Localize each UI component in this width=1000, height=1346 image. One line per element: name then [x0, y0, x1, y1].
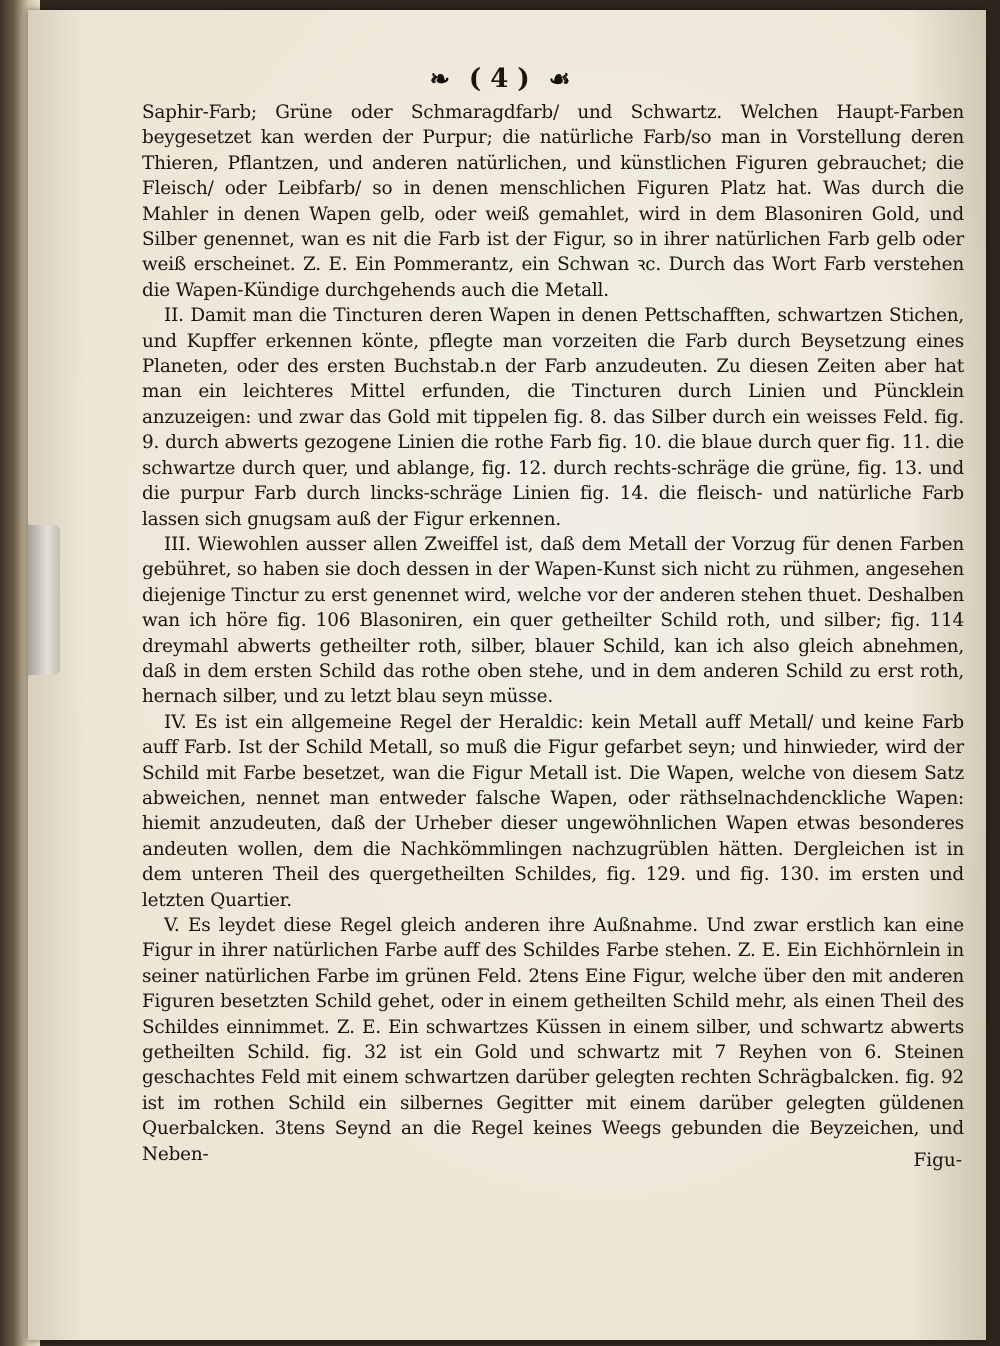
- page-number: ( 4 ): [468, 64, 530, 94]
- ornament-right-icon: ☙: [548, 64, 571, 93]
- paragraph-ii: II. Damit man die Tincturen deren Wapen in denen Pettschafften, schwartzen Stichen, und Kupffer erkennen könte, pflegte man vorzeiten die Farb durch Beysetzung eines Planeten, oder des ersten Buchstab.n der Farb anzudeuten. Zu diesen Zeiten aber hat man ein leichteres Mittel erfunden, die Tincturen durch Linien und Püncklein anzuzeigen: und zwar das Gold mit tippelen fig. 8. das Silber durch ein weisses Feld. fig. 9. durch abwerts gezogene Linien die rothe Farb fig. 10. die blaue durch quer fig. 11. die schwartze durch quer, und ablange, fig. 12. durch rechts-schräge die grüne, fig. 13. und die purpur Farb durch lincks-schräge Linien fig. 14. die fleisch- und natürliche Farb lassen sich gnugsam auß der Figur erkennen.: [142, 305, 964, 530]
- body-text: [142, 100, 964, 1167]
- page-header: [0, 64, 1000, 94]
- catchword: Figu-: [913, 1150, 962, 1171]
- paragraph-iv: IV. Es ist ein allgemeine Regel der Heraldic: kein Metall auff Metall/ und keine Farb auff Farb. Ist der Schild Metall, so muß die Figur gefarbet seyn; und hinwieder, wird der Schild mit Farbe besetzet, wan die Figur Metall ist. Die Wapen, welche von diesem Satz abweichen, nennet man entweder falsche Wapen, oder räthselnachdenckliche Wapen: hiemit anzudeuten, daß der Urheber dieser ungewöhnlichen Wapen etwas besonderes andeuten wollen, dem die Nachkömmlingen nachzugrüblen hätten. Dergleichen ist in dem unteren Theil des quergetheilten Schildes, fig. 129. und fig. 130. im ersten und letzten Quartier.: [142, 711, 964, 911]
- ornament-left-icon: ❧: [429, 64, 450, 93]
- paragraph-v: V. Es leydet diese Regel gleich anderen ihre Außnahme. Und zwar erstlich kan eine Figur in ihrer natürlichen Farbe auff des Schildes Farbe stehen. Z. E. Ein Eichhörnlein in seiner natürlichen Farbe im grünen Feld. 2tens Eine Figur, welche über den mit anderen Figuren besetzten Schild gehet, oder in einem getheilten Schild mehr, als einen Theil des Schildes einnimmet. Z. E. Ein schwartzes Küssen in einem silber, und schwartz abwerts getheilten Schild. fig. 32 ist ein Gold und schwartz mit 7 Reyhen von 6. Steinen geschachtes Feld mit einem schwartzen darüber gelegten rechten Schrägbalcken. fig. 92 ist im rothen Schild ein silbernes Gegitter mit einem darüber gelegten güldenen Querbalcken. 3tens Seynd an die Regel keines Weegs gebunden die Beyzeichen, und Neben-: [142, 915, 964, 1165]
- paragraph-continuation: Saphir-Farb; Grüne oder Schmaragdfarb/ und Schwartz. Welchen Haupt-Farben beygesetzet kan werden der Purpur; die natürliche Farb/so man in Vorstellung deren Thieren, Pflantzen, und anderen natürlichen, und künstlichen Figuren gebrauchet; die Fleisch/ oder Leibfarb/ so in denen menschlichen Figuren Platz hat. Was durch die Mahler in denen Wapen gelb, oder weiß gemahlet, wird in dem Blasoniren Gold, und Silber genennet, wan es nit die Farb ist der Figur, so in ihrer natürlichen Farb gelb oder weiß erscheinet. Z. E. Ein Pommerantz, ein Schwan ꝛc. Durch das Wort Farb verstehen die Wapen-Kündige durchgehends auch die Metall.: [142, 102, 964, 301]
- paragraph-iii: III. Wiewohlen ausser allen Zweiffel ist, daß dem Metall der Vorzug für denen Farben gebühret, so haben sie doch dessen in der Wapen-Kunst sich nicht zu rühmen, angesehen diejenige Tinctur zu erst genennet wird, welche vor der anderen stehen thuet. Deshalben wan ich höre fig. 106 Blasoniren, ein quer getheilter Schild roth, und silber; fig. 114 dreymahl abwerts getheilter roth, silber, blauer Schild, kan ich also gleich abnehmen, daß in dem ersten Schild das rothe oben stehe, und in dem anderen Schild zu erst roth, hernach silber, und zu letzt blau seyn müsse.: [142, 533, 964, 708]
- page-clip: [28, 525, 60, 675]
